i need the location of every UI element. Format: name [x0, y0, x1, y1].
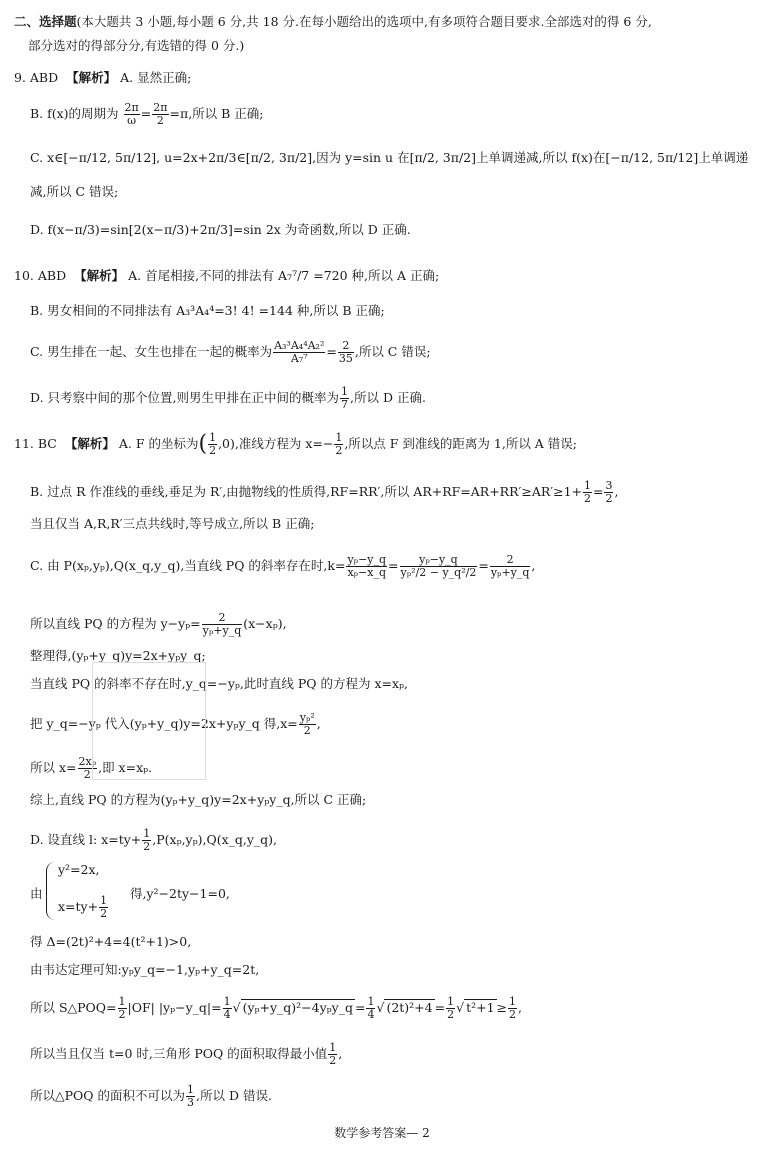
q10-d: D. 只考察中间的那个位置,则男生甲排在正中间的概率为 $\frac{1}{7}$ ,所以 D 正确. [30, 385, 426, 411]
q10-b: B. 男女相间的不同排法有 A₃³A₄⁴=3! 4! =144 种,所以 B 正确; [30, 303, 385, 318]
section-header [14, 14, 652, 30]
q11-system-eq-2: x=ty+ $\frac{1}{2}$ [58, 894, 108, 920]
q9-b-frac-1: $\frac{2\pi}{\omega}$ [124, 101, 139, 127]
q11-b-line-2: 当且仅当 A,R,R′三点共线时,等号成立,所以 B 正确; [30, 516, 315, 531]
q10-d-frac: $\frac{1}{7}$ [341, 385, 348, 411]
page-footer: 数学参考答案— 2 [334, 1126, 430, 1140]
q9-c-interval-1: [−π/12, 5π/12] [63, 150, 157, 165]
system-brace [46, 862, 55, 920]
q11-a-frac-1: $\frac{1}{2}$ [209, 431, 217, 457]
sqrt-1: (yₚ+y_q)²−4yₚy_q [242, 1000, 353, 1015]
q11-a-frac-2: $\frac{1}{2}$ [335, 431, 343, 457]
section-title: 二、选择题 [14, 14, 77, 29]
q11-c6-frac: $\frac{\text{2xₚ}}{2}$ [78, 755, 97, 781]
q11-tag: 【解析】 [64, 436, 115, 451]
q9-c-interval-4: [−π/12, 5π/12] [605, 150, 699, 165]
q11-b-frac-1: $\frac{1}{2}$ [584, 479, 591, 505]
q9-c-cont: 减,所以 C 错误; [30, 184, 119, 199]
sqrt-2: (2t)²+4 [386, 1000, 433, 1015]
q11-c-line-1: C. 由 P(xₚ,yₚ),Q(x_q,y_q),当直线 PQ 的斜率存在时,k= $\frac{\text{yₚ−y\_q}}{\text{xₚ−x\_q}}$ = $\frac{\text{yₚ−y\_q}}{\text{yₚ²/2 − y\_q²/2}}$ = $\frac{2}{\text{yₚ+y\_q}}$ , [30, 553, 536, 579]
q11-c-line-3: 整理得,(yₚ+y_q)y=2x+yₚy_q; [30, 648, 206, 663]
q10-header [14, 268, 439, 284]
q11-d1-frac: $\frac{1}{2}$ [143, 827, 151, 853]
q11-c-line-2: 所以直线 PQ 的方程为 y−yₚ= $\frac{2}{\text{yₚ+y\_q}}$ (x−xₚ), [30, 611, 287, 637]
q9-d: D. f(x−π/3)=sin[2(x−π/3)+2π/3]=sin 2x 为奇函数,所以 D 正确. [30, 222, 411, 237]
q11-c5-frac: $\frac{\text{yₚ²}}{2}$ [299, 711, 315, 737]
q11-c-line-6: 所以 x= $\frac{\text{2xₚ}}{2}$ ,即 x=xₚ. [30, 755, 153, 781]
q9-tag: 【解析】 [66, 70, 117, 85]
q10-tag: 【解析】 [74, 268, 125, 283]
q9-header [14, 70, 191, 86]
q11-c-frac-1: $\frac{\text{yₚ−y\_q}}{\text{xₚ−x\_q}}$ [347, 553, 387, 579]
q11-system-result: 得,y²−2ty−1=0, [130, 886, 230, 901]
q11-d-line-5: 所以当且仅当 t=0 时,三角形 POQ 的面积取得最小值 $\frac{1}{2}$ , [30, 1041, 343, 1067]
q11-sys-frac: $\frac{1}{2}$ [100, 894, 108, 920]
q11-system-prefix: 由 [30, 886, 43, 901]
q10-c: C. 男生排在一起、女生也排在一起的概率为 $\frac{\text{A₃³A₄⁴A₂²}}{\text{A₇⁷}}$ = $\frac{2}{35}$ ,所以 C 错误; [30, 339, 431, 365]
q11-b-frac-2: $\frac{3}{2}$ [605, 479, 613, 505]
q11-c-frac-2: $\frac{\text{yₚ−y\_q}}{\text{yₚ²/2 − y\_q²/2}}$ [400, 553, 477, 579]
q11-c-line-7: 综上,直线 PQ 的方程为(yₚ+y_q)y=2x+yₚy_q,所以 C 正确; [30, 792, 367, 807]
q11-d-line-6: 所以△POQ 的面积不可以为 $\frac{1}{3}$ ,所以 D 错误. [30, 1083, 272, 1109]
q11-d-line-3: 由韦达定理可知:yₚy_q=−1,yₚ+y_q=2t, [30, 962, 260, 977]
q11-c-line-5: 把 y_q=−yₚ 代入(yₚ+y_q)y=2x+yₚy_q 得,x= $\frac{\text{yₚ²}}{2}$ , [30, 711, 321, 737]
q11-d-line-2: 得 Δ=(2t)²+4=4(t²+1)>0, [30, 934, 192, 949]
q10-answer: 10. ABD [14, 268, 67, 283]
q11-d-line-4: 所以 S△POQ= $\frac{1}{2}$ |OF| |yₚ−y_q|= $\frac{1}{4}$ √ (yₚ+y_q)²−4yₚy_q = $\frac{1}{4}$ √ (2t)²+4 = $\frac{1}{2}$ √ t²+1 ≥ $\frac{1}{2}$ , [30, 995, 522, 1021]
q9-answer: 9. ABD [14, 70, 59, 85]
section-desc-2: 部分选对的得部分分,有选错的得 0 分.) [28, 38, 245, 53]
q11-c-line-4: 当直线 PQ 的斜率不存在时,y_q=−yₚ,此时直线 PQ 的方程为 x=xₚ, [30, 676, 408, 691]
q9-b-frac-2: $\frac{2\pi}{2}$ [153, 101, 168, 127]
q9-c: C. x∈[−π/12, 5π/12], u=2x+2π/3∈[π/2, 3π/2],因为 y=sin u 在[π/2, 3π/2]上单调递减,所以 f(x)在[−π/12, 5π/12]上单调递 [30, 150, 749, 165]
q11-system-eq-1: y²=2x, [58, 862, 100, 877]
q11-answer: 11. BC [14, 436, 57, 451]
section-desc-1: (本大题共 3 小题,每小题 6 分,共 18 分.在每小题给出的选项中,有多项符合题目要求.全部选对的得 6 分, [76, 14, 652, 29]
sqrt-3: t²+1 [466, 1000, 495, 1015]
q9-a: A. 显然正确; [120, 70, 192, 85]
q11-header: 11. BC 【解析】 A. F 的坐标为( $\frac{1}{2}$ ,0),准线方程为 x=− $\frac{1}{2}$ ,所以点 F 到准线的距离为 1,所以 A 错误; [14, 431, 578, 457]
q9-b: B. f(x)的周期为 $\frac{2\pi}{\omega}$ = $\frac{2\pi}{2}$ =π,所以 B 正确; [30, 101, 264, 127]
watermark-stamp [92, 662, 206, 780]
q11-c-frac-3: $\frac{2}{\text{yₚ+y\_q}}$ [490, 553, 530, 579]
q9-c-interval-3: [π/2, 3π/2] [409, 150, 477, 165]
q11-d-line-1: D. 设直线 l: x=ty+ $\frac{1}{2}$ ,P(xₚ,yₚ),Q(x_q,y_q), [30, 827, 278, 853]
q11-c2-frac: $\frac{2}{\text{yₚ+y\_q}}$ [202, 611, 242, 637]
q11-b-line-1: B. 过点 R 作准线的垂线,垂足为 R′,由抛物线的性质得,RF=RR′,所以 AR+RF=AR+RR′≥AR′≥1+ $\frac{1}{2}$ = $\frac{3}{2}$ , [30, 479, 619, 505]
q10-c-frac-2: $\frac{2}{35}$ [338, 339, 353, 365]
q10-a: A. 首尾相接,不同的排法有 A₇⁷/7 =720 种,所以 A 正确; [128, 268, 440, 283]
q9-c-interval-2: [π/2, 3π/2] [245, 150, 313, 165]
q10-c-frac-1: $\frac{\text{A₃³A₄⁴A₂²}}{\text{A₇⁷}}$ [274, 339, 325, 365]
